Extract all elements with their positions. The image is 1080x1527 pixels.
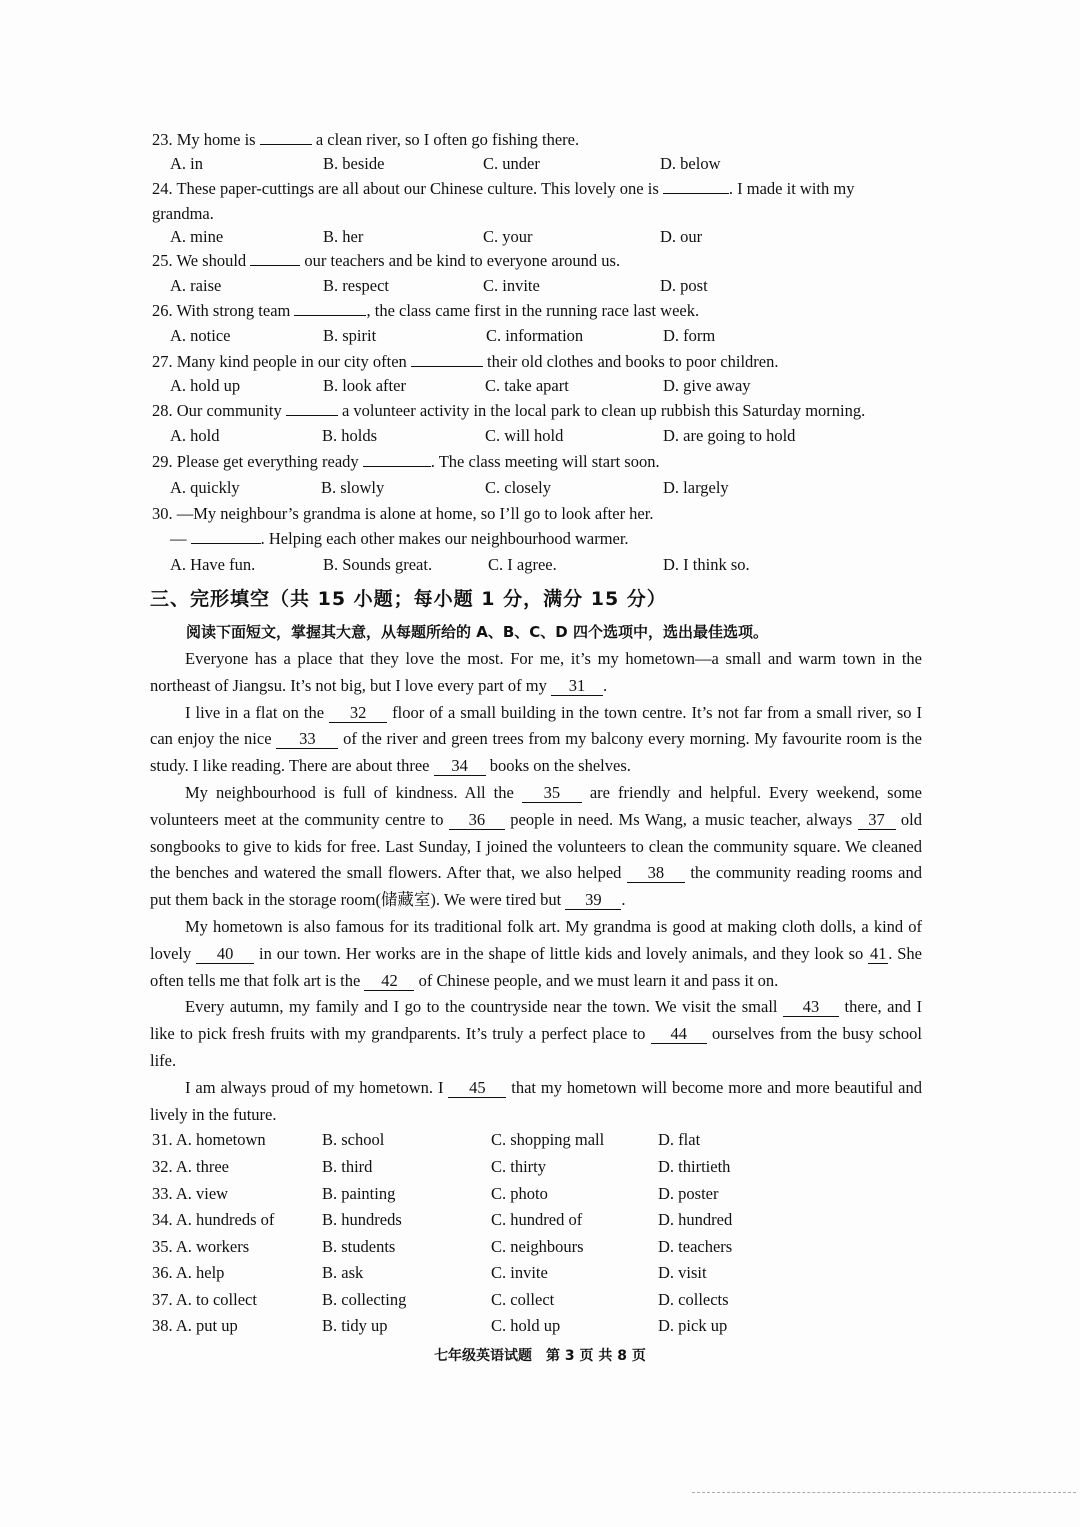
question-stem: 24. These paper-cuttings are all about our Chinese culture. This lovely one is (152, 179, 663, 198)
question-stem: . The class meeting will start soon. (430, 452, 660, 471)
option-a: A. Have fun. (170, 555, 256, 574)
cloze-options-32: 32. A. three B. third C. thirty D. thirtieth (152, 1157, 731, 1176)
option-c: C. invite (483, 276, 540, 295)
question-stem: a clean river, so I often go fishing there. (311, 130, 580, 149)
question-25 (152, 251, 620, 271)
cloze-options-37: 37. A. to collect B. collecting C. collect D. collects (152, 1290, 729, 1309)
option-b: B. beside (323, 154, 385, 173)
question-30-reply (170, 529, 629, 549)
question-stem: — (170, 529, 191, 548)
question-stem: . Helping each other makes our neighbourhood warmer. (260, 529, 629, 548)
option-a: A. quickly (170, 478, 240, 497)
option-b: B. slowly (321, 478, 385, 497)
cloze-options-34: 34. A. hundreds of B. hundreds C. hundred of D. hundred (152, 1210, 733, 1229)
gap-32: 32 (329, 704, 387, 723)
gap-40: 40 (196, 945, 254, 964)
question-stem: 26. With strong team (152, 301, 295, 320)
question-stem: 29. Please get everything ready (152, 452, 363, 471)
option-a: A. hold (170, 426, 220, 445)
option-d: D. form (663, 326, 716, 345)
question-24 (152, 176, 882, 226)
answer-blank (191, 529, 261, 544)
gap-34: 34 (434, 757, 486, 776)
gap-45: 45 (448, 1079, 506, 1098)
gap-37: 37 (858, 811, 896, 830)
question-28 (152, 401, 865, 421)
option-d: D. I think so. (663, 555, 750, 574)
gap-39: 39 (565, 891, 621, 910)
question-stem: our teachers and be kind to everyone around us. (300, 251, 621, 270)
answer-blank (411, 352, 483, 367)
answer-blank (286, 401, 338, 416)
gap-42: 42 (364, 972, 414, 991)
answer-blank (294, 301, 366, 316)
question-stem: , the class came first in the running race last week. (366, 301, 700, 320)
cloze-options-31: 31. A. hometown B. school C. shopping mall D. flat (152, 1130, 701, 1149)
gap-41: 41 (869, 943, 887, 963)
question-stem: 28. Our community (152, 401, 286, 420)
option-a: A. in (170, 154, 203, 173)
cloze-options-33: 33. A. view B. painting C. photo D. poster (152, 1184, 719, 1203)
passage-paragraph: My neighbourhood is full of kindness. All the 35 are friendly and helpful. Every weekend, some volunteers meet at the community centre to 36 people in need. Ms Wang, a music teacher, always 37 old songbooks to give to kids for free. Last Sunday, I joined the volunteers to clean the community square. We cleaned the benches and watered the small flowers. After that, we also helped 38 the community reading rooms and put them back in the storage room(储藏室). We were tired but 39 . (150, 782, 922, 910)
question-stem: 30. —My neighbour’s grandma is alone at home, so I’ll go to look after her. (152, 504, 654, 523)
gap-36: 36 (449, 811, 505, 830)
question-stem: . I made it with my grandma. (152, 179, 855, 223)
option-d: D. largely (663, 478, 729, 497)
dashed-divider (692, 1492, 1076, 1493)
cloze-options-38: 38. A. put up B. tidy up C. hold up D. pick up (152, 1316, 728, 1335)
option-c: C. information (486, 326, 584, 345)
gap-31: 31 (551, 677, 603, 696)
option-b: B. respect (323, 276, 389, 295)
option-a: A. raise (170, 276, 222, 295)
option-c: C. will hold (485, 426, 564, 445)
passage-paragraph: I am always proud of my hometown. I 45 that my hometown will become more and more beautiful and lively in the future. (150, 1077, 922, 1124)
option-b: B. her (323, 227, 364, 246)
question-30 (152, 504, 653, 524)
question-stem: 27. Many kind people in our city often (152, 352, 411, 371)
passage-paragraph: Every autumn, my family and I go to the countryside near the town. We visit the small 43 there, and I like to pick fresh fruits with my grandparents. It’s truly a perfect place to 44 ourselves from the busy school life. (150, 997, 922, 1070)
question-stem: 23. My home is (152, 130, 260, 149)
gap-44: 44 (651, 1025, 707, 1044)
option-c: C. I agree. (488, 555, 557, 574)
page-footer: 七年级英语试题 第 3 页 共 8 页 (434, 1348, 646, 1364)
option-a: A. notice (170, 326, 231, 345)
gap-43: 43 (783, 998, 839, 1017)
option-d: D. post (660, 276, 708, 295)
passage-paragraph: Everyone has a place that they love the most. For me, it’s my hometown—a small and warm town in the northeast of Jiangsu. It’s not big, but I love every part of my 31 . (150, 649, 922, 695)
option-a: A. hold up (170, 376, 241, 395)
question-stem: a volunteer activity in the local park to clean up rubbish this Saturday morning. (337, 401, 866, 420)
gap-33: 33 (276, 730, 338, 749)
option-c: C. under (483, 154, 540, 173)
gap-38: 38 (627, 864, 685, 883)
passage-paragraph: My hometown is also famous for its traditional folk art. My grandma is good at making cloth dolls, a kind of lovely 40 in our town. Her works are in the shape of little kids and lovely animals, and they look so 41 . She often tells me that folk art is the 42 of Chinese people, and we must learn it and pass it on. (150, 916, 922, 990)
passage-paragraph: I live in a flat on the 32 floor of a small building in the town centre. It’s not far from a small river, so I can enjoy the nice 33 of the river and green trees from my balcony every morning. My favourite room is the study. I like reading. There are about three 34 books on the shelves. (150, 702, 922, 776)
section-title: 三、完形填空（共 15 小题；每小题 1 分，满分 15 分） (150, 588, 667, 610)
option-b: B. spirit (323, 326, 377, 345)
option-c: C. closely (485, 478, 551, 497)
answer-blank (250, 251, 300, 266)
answer-blank (260, 130, 312, 145)
option-b: B. Sounds great. (323, 555, 433, 574)
gap-35: 35 (522, 784, 582, 803)
option-b: B. look after (323, 376, 406, 395)
cloze-passage (150, 646, 922, 1128)
cloze-options-36: 36. A. help B. ask C. invite D. visit (152, 1263, 707, 1282)
question-29 (152, 452, 660, 472)
question-23 (152, 130, 579, 150)
question-stem: 25. We should (152, 251, 251, 270)
option-a: A. mine (170, 227, 224, 246)
option-d: D. are going to hold (663, 426, 796, 445)
question-stem: their old clothes and books to poor children. (482, 352, 779, 371)
option-d: D. give away (663, 376, 751, 395)
section-instruction: 阅读下面短文，掌握其大意，从每题所给的 A、B、C、D 四个选项中，选出最佳选项。 (186, 623, 768, 641)
question-26 (152, 301, 699, 321)
option-c: C. your (483, 227, 533, 246)
option-c: C. take apart (485, 376, 569, 395)
answer-blank (663, 179, 729, 194)
cloze-options-35: 35. A. workers B. students C. neighbours D. teachers (152, 1237, 733, 1256)
question-27 (152, 352, 779, 372)
option-d: D. our (660, 227, 703, 246)
option-b: B. holds (322, 426, 378, 445)
answer-blank (363, 452, 431, 467)
option-d: D. below (660, 154, 721, 173)
